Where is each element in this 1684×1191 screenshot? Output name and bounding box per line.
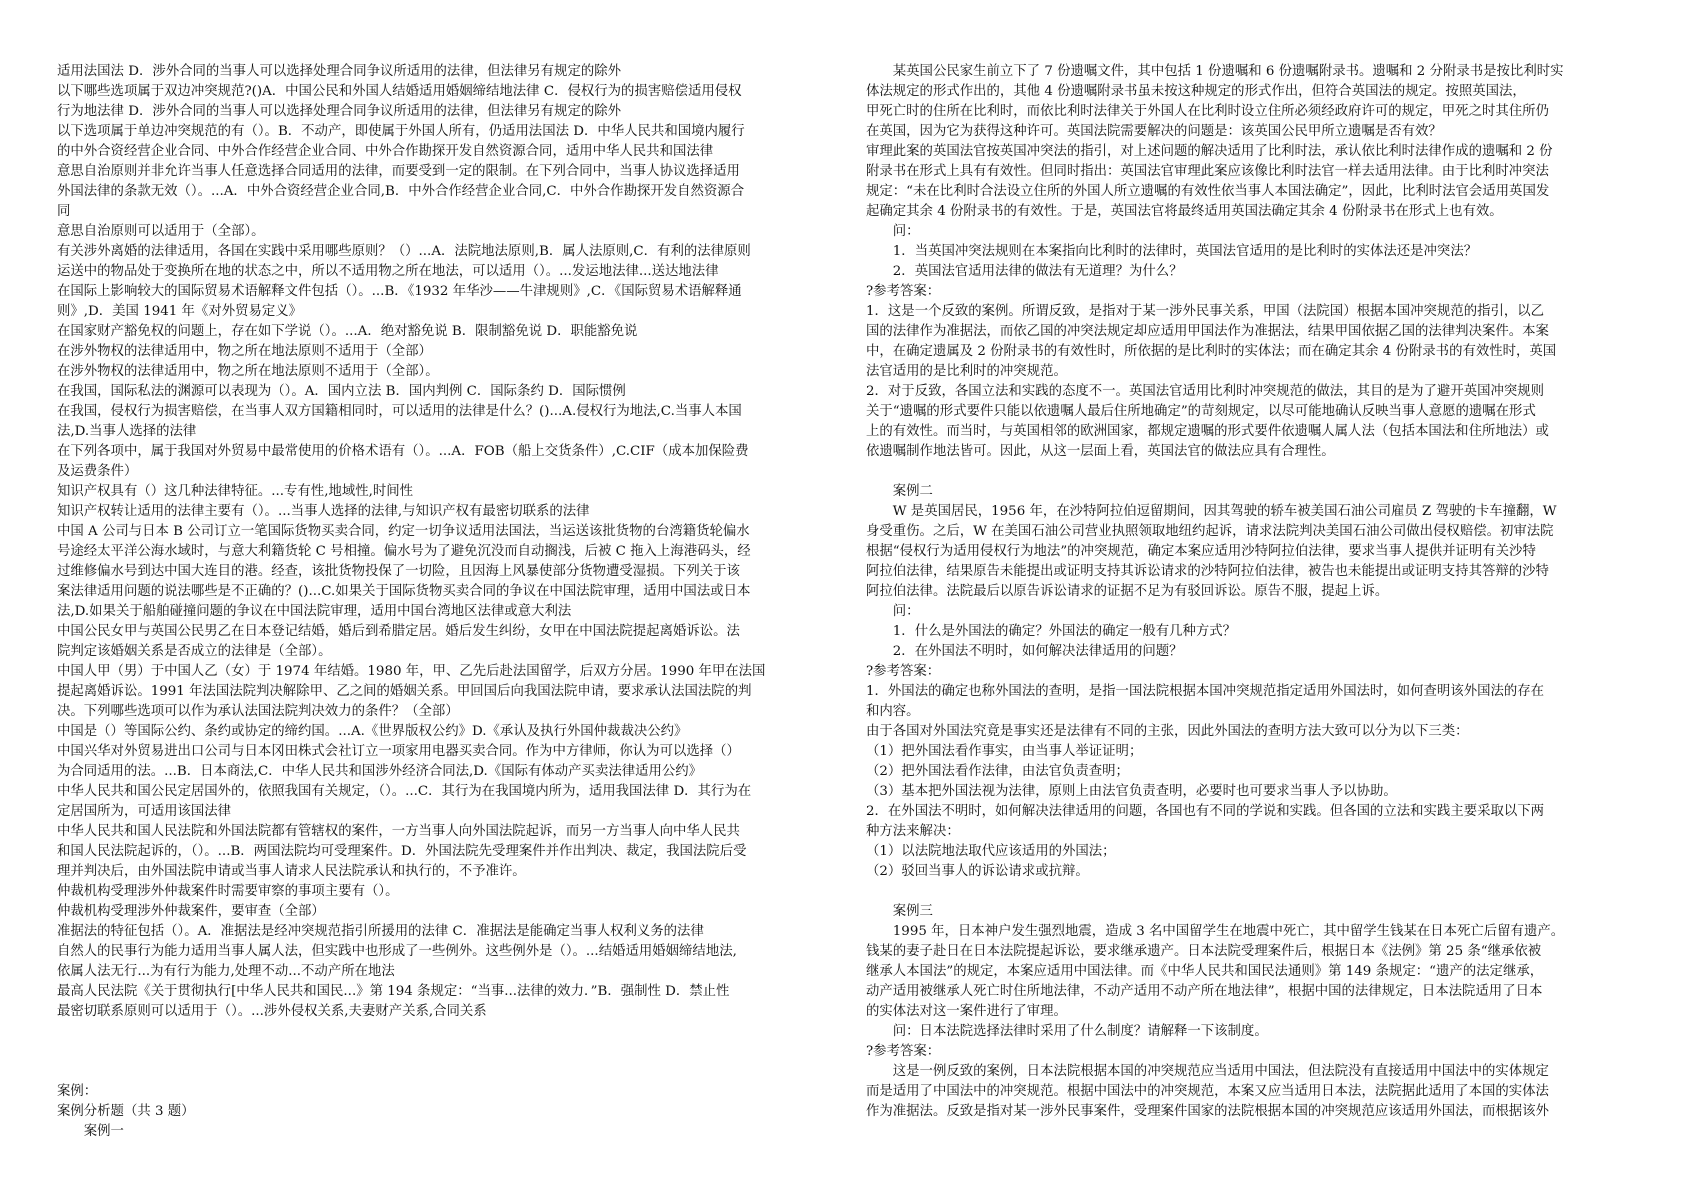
text-line: 法,D.当事人选择的法律 bbox=[57, 424, 197, 439]
text-line: 的实体法对这一案件进行了审理。 bbox=[866, 1004, 1067, 1019]
text-line: 在英国，因为它为获得这种许可。英国法院需要解决的问题是：该英国公民甲所立遗嘱是否有效？ bbox=[866, 124, 1442, 139]
text-line: 依遗嘱制作地法皆可。因此，从这一层面上看，英国法官的做法应具有合理性。 bbox=[866, 444, 1335, 459]
text-line: 案例分析题（共 3 题） bbox=[57, 1104, 195, 1119]
text-line bbox=[57, 1022, 827, 1042]
text-line: 外国法律的条款无效（）。...A．中外合资经营企业合同,B．中外合作经营企业合同,C．中外合作勘探开发自然资源合 bbox=[57, 184, 745, 199]
text-line: 作为准据法。反致是指对某一涉外民事案件，受理案件国家的法院根据本国的冲突规范应该适用外国法，而根据该外 bbox=[866, 1104, 1549, 1119]
text-line: 2．对于反致，各国立法和实践的态度不一。英国法官适用比利时冲突规范的做法，其目的是为了避开英国冲突规则 bbox=[866, 384, 1545, 399]
text-line: 1．这是一个反致的案例。所谓反致，是指对于某一涉外民事关系，甲国（法院国）根据本国冲突规范的指引，以乙 bbox=[866, 304, 1545, 319]
text-line: 而是适用了中国法中的冲突规范。根据中国法中的冲突规范，本案又应当适用日本法，法院据此适用了本国的实体法 bbox=[866, 1084, 1549, 1099]
text-line: 定居国所为，可适用该国法律 bbox=[57, 804, 232, 819]
text-line: 阿拉伯法律。法院最后以原告诉讼请求的证据不足为有驳回诉讼。原告不服，提起上诉。 bbox=[866, 584, 1389, 599]
text-line: 仲裁机构受理涉外仲裁案件时需要审察的事项主要有（）。 bbox=[57, 884, 399, 899]
text-line: 案例三 bbox=[866, 904, 933, 919]
text-line: 过维修偏水号到达中国大连目的港。经查，该批货物投保了一切险，且因海上风暴使部分货物遭受湿损。下列关于该 bbox=[57, 564, 740, 579]
text-line: 知识产权具有（）这几种法律特征。...专有性,地域性,时间性 bbox=[57, 484, 414, 499]
text-line: 同 bbox=[57, 204, 71, 219]
text-line: （1）以法院地法取代应该适用的外国法； bbox=[866, 844, 1116, 859]
text-line: 中国是（）等国际公约、条约或协定的缔约国。...A.《世界版权公约》D.《承认及执行外国仲裁裁决公约》 bbox=[57, 724, 688, 739]
text-line: 则》,D．美国 1941 年《对外贸易定义》 bbox=[57, 304, 303, 319]
text-line: 以下选项属于单边冲突规范的有（）。B．不动产，即使属于外国人所有，仍适用法国法 D．中华人民共和国境内履行 bbox=[57, 124, 745, 139]
text-line: 1．什么是外国法的确定？外国法的确定一般有几种方式？ bbox=[866, 624, 1237, 639]
text-line bbox=[57, 1062, 827, 1082]
text-line: 1995 年，日本神户发生强烈地震，造成 3 名中国留学生在地震中死亡，其中留学生钱某在日本死亡后留有遗产。 bbox=[866, 924, 1565, 939]
text-line: 国的法律作为准据法，而依乙国的冲突法规定却应适用甲国法作为准据法，结果甲国依据乙国的法律判决案件。本案 bbox=[866, 324, 1549, 339]
text-line: 及运费条件） bbox=[57, 464, 138, 479]
text-line: 仲裁机构受理涉外仲裁案件，要审查（全部） bbox=[57, 904, 325, 919]
text-line: （3）基本把外国法视为法律，原则上由法官负责查明，必要时也可要求当事人予以协助。 bbox=[866, 784, 1397, 799]
text-line: 某英国公民家生前立下了 7 份遗嘱文件，其中包括 1 份遗嘱和 6 份遗嘱附录书。遗嘱和 2 分附录书是按比利时实 bbox=[866, 64, 1564, 79]
text-line: W 是英国居民，1956 年，在沙特阿拉伯逗留期间，因其驾驶的轿车被美国石油公司雇员 Z 驾驶的卡车撞翻，W bbox=[866, 504, 1557, 519]
text-line: ?参考答案： bbox=[866, 284, 941, 299]
text-line: 决。下列哪些选项可以作为承认法国法院判决效力的条件？（全部） bbox=[57, 704, 459, 719]
text-line: 中华人民共和国公民定居国外的，依照我国有关规定，（）。...C．其行为在我国境内所为，适用我国法律 D．其行为在 bbox=[57, 784, 752, 799]
text-line: 这是一例反致的案例，日本法院根据本国的冲突规范应当适用中国法，但法院没有直接适用中国法中的实体规定 bbox=[866, 1064, 1549, 1079]
text-line: 问： bbox=[866, 224, 920, 239]
text-line: 在国家财产豁免权的问题上，存在如下学说（）。...A．绝对豁免说 B．限制豁免说 D．职能豁免说 bbox=[57, 324, 638, 339]
text-line: 规定：“未在比利时合法设立住所的外国人所立遗嘱的有效性依当事人本国法确定”，因此，比利时法官会适用英国发 bbox=[866, 184, 1550, 199]
text-line: （2）把外国法看作法律，由法官负责查明； bbox=[866, 764, 1129, 779]
text-line: 阿拉伯法律，结果原告未能提出或证明支持其诉讼请求的沙特阿拉伯法律，被告也未能提出或证明支持其答辩的沙特 bbox=[866, 564, 1549, 579]
text-line: 有关涉外离婚的法律适用，各国在实践中采用哪些原则？（）...A．法院地法原则,B．属人法原则,C．有利的法律原则 bbox=[57, 244, 751, 259]
text-line: 知识产权转让适用的法律主要有（）。...当事人选择的法律,与知识产权有最密切联系的法律 bbox=[57, 504, 590, 519]
text-line: 的中外合资经营企业合同、中外合作经营企业合同、中外合作勘探开发自然资源合同，适用中华人民共和国法律 bbox=[57, 144, 714, 159]
text-line: 关于“遗嘱的形式要件只能以依遗嘱人最后住所地确定”的苛刻规定，以尽可能地确认反映当事人意愿的遗嘱在形式 bbox=[866, 404, 1536, 419]
text-line: 起确定其余 4 份附录书的有效性。于是，英国法官将最终适用英国法确定其余 4 份附录书在形式上也有效。 bbox=[866, 204, 1503, 219]
text-line: 案例二 bbox=[866, 484, 933, 499]
text-line: 体法规定的形式作出的，其他 4 份遗嘱附录书虽未按这种规定的形式作出，但符合英国法的规定。按照英国法， bbox=[866, 84, 1526, 99]
text-line: 审理此案的英国法官按英国冲突法的指引，对上述问题的解决适用了比利时法，承认依比利时法律作成的遗嘱和 2 份 bbox=[866, 144, 1553, 159]
text-line: 由于各国对外国法究竟是事实还是法律有不同的主张，因此外国法的查明方法大致可以分为以下三类： bbox=[866, 724, 1469, 739]
text-line: 中华人民共和国人民法院和外国法院都有管辖权的案件，一方当事人向外国法院起诉，而另一方当事人向中华人民共 bbox=[57, 824, 740, 839]
text-line: 附录书在形式上具有有效性。但同时指出：英国法官审理此案应该像比利时法官一样去适用法律。由于比利时冲突法 bbox=[866, 164, 1549, 179]
text-line: 身受重伤。之后，W 在美国石油公司营业执照领取地纽约起诉，请求法院判决美国石油公司做出侵权赔偿。初审法院 bbox=[866, 524, 1554, 539]
text-line: 行为地法律 D．涉外合同的当事人可以选择处理合同争议所适用的法律，但法律另有规定的除外 bbox=[57, 104, 622, 119]
text-line: 钱某的妻子赴日在日本法院提起诉讼，要求继承遗产。日本法院受理案件后，根据日本《法例》第 25 条“继承依被 bbox=[866, 944, 1542, 959]
text-line: 2．在外国法不明时，如何解决法律适用的问题，各国也有不同的学说和实践。但各国的立法和实践主要采取以下两 bbox=[866, 804, 1545, 819]
text-line: 在涉外物权的法律适用中，物之所在地法原则不适用于（全部） bbox=[57, 344, 432, 359]
text-line: 依属人法无行...为有行为能力,处理不动...不动产所在地法 bbox=[57, 964, 395, 979]
left-column bbox=[57, 62, 827, 1142]
text-line bbox=[57, 1042, 827, 1062]
text-line: 理并判决后，由外国法院申请或当事人请求人民法院承认和执行的，不予准许。 bbox=[57, 864, 526, 879]
text-line: 号途经太平洋公海水域时，与意大利籍货轮 C 号相撞。偏水号为了避免沉没而自动搁浅，后被 C 拖入上海港码头，经 bbox=[57, 544, 751, 559]
text-line: 法官适用的是比利时的冲突规范。 bbox=[866, 364, 1067, 379]
text-line: 在我国，国际私法的渊源可以表现为（）。A．国内立法 B．国内判例 C．国际条约 D．国际惯例 bbox=[57, 384, 626, 399]
text-line: 案法律适用问题的说法哪些是不正确的？()...C.如果关于国际货物买卖合同的争议在中国法院审理，适用中国法或日本 bbox=[57, 584, 751, 599]
text-line: 意思自治原则并非允许当事人任意选择合同适用的法律，而要受到一定的限制。在下列合同中，当事人协议选择适用 bbox=[57, 164, 740, 179]
text-line: 甲死亡时的住所在比利时，而依比利时法律关于外国人在比利时设立住所必须经政府许可的规定，甲死之时其住所仍 bbox=[866, 104, 1549, 119]
text-line bbox=[866, 882, 1636, 902]
text-line: 问： bbox=[866, 604, 920, 619]
text-line: 意思自治原则可以适用于（全部）。 bbox=[57, 224, 265, 239]
text-line: 案例： bbox=[57, 1084, 98, 1099]
text-line: （2）驳回当事人的诉讼请求或抗辩。 bbox=[866, 864, 1089, 879]
text-line: 在我国，侵权行为损害赔偿，在当事人双方国籍相同时，可以适用的法律是什么？()...A.侵权行为地法,C.当事人本国 bbox=[57, 404, 742, 419]
right-column bbox=[866, 62, 1636, 1122]
text-line: ?参考答案： bbox=[866, 664, 941, 679]
text-line: 2．英国法官适用法律的做法有无道理？为什么？ bbox=[866, 264, 1183, 279]
text-line: 2．在外国法不明时，如何解决法律适用的问题？ bbox=[866, 644, 1183, 659]
text-line: ?参考答案： bbox=[866, 1044, 941, 1059]
text-line: 准据法的特征包括（）。A．准据法是经冲突规范指引所援用的法律 C．准据法是能确定当事人权利义务的法律 bbox=[57, 924, 704, 939]
text-line: 为合同适用的法。...B．日本商法,C．中华人民共和国涉外经济合同法,D.《国际有体动产买卖法律适用公约》 bbox=[57, 764, 703, 779]
text-line: 最密切联系原则可以适用于（）。...涉外侵权关系,夫妻财产关系,合同关系 bbox=[57, 1004, 487, 1019]
text-line: 法,D.如果关于船舶碰撞问题的争议在中国法院审理，适用中国台湾地区法律或意大利法 bbox=[57, 604, 572, 619]
text-line: 中国公民女甲与英国公民男乙在日本登记结婚，婚后到希腊定居。婚后发生纠纷，女甲在中国法院提起离婚诉讼。法 bbox=[57, 624, 740, 639]
text-line: （1）把外国法看作事实，由当事人举证证明； bbox=[866, 744, 1143, 759]
text-line: 最高人民法院《关于贯彻执行[中华人民共和国民...》第 194 条规定：“当事...法律的效力．”B．强制性 D．禁止性 bbox=[57, 984, 730, 999]
text-line: 中，在确定遗属及 2 份附录书的有效性时，所依据的是比利时的实体法；而在确定其余 4 份附录书的有效性时，英国 bbox=[866, 344, 1557, 359]
text-line: 和内容。 bbox=[866, 704, 920, 719]
text-line: 1．外国法的确定也称外国法的查明，是指一国法院根据本国冲突规范指定适用外国法时，如何查明该外国法的存在 bbox=[866, 684, 1545, 699]
text-line: 问：日本法院选择法律时采用了什么制度？请解释一下该制度。 bbox=[866, 1024, 1268, 1039]
text-line: 中国兴华对外贸易进出口公司与日本冈田株式会社订立一项家用电器买卖合同。作为中方律师，你认为可以选择（） bbox=[57, 744, 740, 759]
text-line: 院判定该婚姻关系是否成立的法律是（全部）。 bbox=[57, 644, 332, 659]
text-line: 自然人的民事行为能力适用当事人属人法，但实践中也形成了一些例外。这些例外是（）。...结婚适用婚姻缔结地法, bbox=[57, 944, 737, 959]
text-line bbox=[866, 462, 1636, 482]
text-line: 1．当英国冲突法规则在本案指向比利时的法律时，英国法官适用的是比利时的实体法还是冲突法？ bbox=[866, 244, 1478, 259]
text-line: 以下哪些选项属于双边冲突规范?()A．中国公民和外国人结婚适用婚姻缔结地法律 C．侵权行为的损害赔偿适用侵权 bbox=[57, 84, 742, 99]
text-line: 种方法来解决： bbox=[866, 824, 960, 839]
text-line: 提起离婚诉讼。1991 年法国法院判决解除甲、乙之间的婚姻关系。甲回国后向我国法院申请，要求承认法国法院的判 bbox=[57, 684, 752, 699]
text-line: 中国 A 公司与日本 B 公司订立一笔国际货物买卖合同，约定一切争议适用法国法，当运送该批货物的台湾籍货轮偏水 bbox=[57, 524, 750, 539]
text-line: 运送中的物品处于变换所在地的状态之中，所以不适用物之所在地法，可以适用（）。...发运地法律...送达地法律 bbox=[57, 264, 719, 279]
text-line: 案例一 bbox=[57, 1124, 124, 1139]
text-line: 和国人民法院起诉的，（）。...B．两国法院均可受理案件。D．外国法院先受理案件并作出判决、裁定，我国法院后受 bbox=[57, 844, 747, 859]
text-line: 根据“侵权行为适用侵权行为地法”的冲突规范，确定本案应适用沙特阿拉伯法律，要求当事人提供并证明有关沙特 bbox=[866, 544, 1536, 559]
text-line: 在涉外物权的法律适用中，物之所在地法原则不适用于（全部）。 bbox=[57, 364, 439, 379]
text-line: 在国际上影响较大的国际贸易术语解释文件包括（）。...B．《1932 年华沙——牛津规则》,C．《国际贸易术语解释通 bbox=[57, 284, 742, 299]
text-line: 动产适用被继承人死亡时住所地法律，不动产适用不动产所在地法律”，根据中国的法律规定，日本法院适用了日本 bbox=[866, 984, 1543, 999]
text-line: 上的有效性。而当时，与英国相邻的欧洲国家，都规定遗嘱的形式要件依遗嘱人属人法（包括本国法和住所地法）或 bbox=[866, 424, 1549, 439]
text-line: 继承人本国法”的规定，本案应适用中国法律。而《中华人民共和国民法通则》第 149 条规定：“遗产的法定继承， bbox=[866, 964, 1544, 979]
text-line: 在下列各项中，属于我国对外贸易中最常使用的价格术语有（）。...A．FOB（船上交货条件）,C.CIF（成本加保险费 bbox=[57, 444, 749, 459]
text-line: 中国人甲（男）于中国人乙（女）于 1974 年结婚。1980 年，甲、乙先后赴法国留学，后双方分居。1990 年甲在法国 bbox=[57, 664, 766, 679]
text-line: 适用法国法 D．涉外合同的当事人可以选择处理合同争议所适用的法律，但法律另有规定的除外 bbox=[57, 64, 622, 79]
